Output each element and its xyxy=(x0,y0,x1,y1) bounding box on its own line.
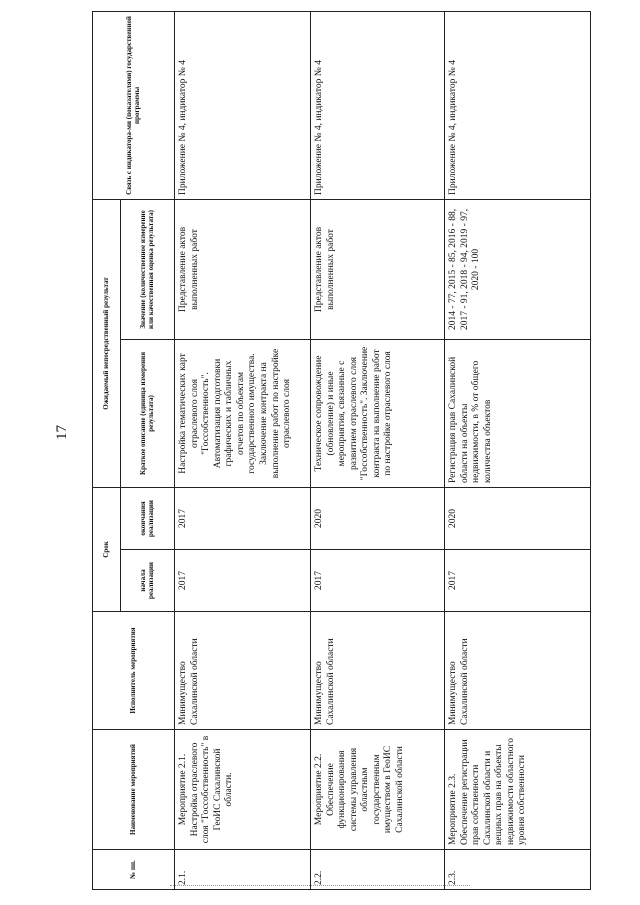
header-no: № пп. xyxy=(93,850,175,890)
row-end: 2020 xyxy=(311,487,445,549)
header-executor: Исполнитель мероприятия xyxy=(93,612,175,730)
header-result-brief: Краткое описание (единица измерения результата) xyxy=(121,339,175,487)
header-result-value: Значение (количественное измерение или качественная оценка результата) xyxy=(121,199,175,339)
header-term: Срок xyxy=(93,487,121,611)
header-link: Связь с индикатора-ми (показателями) государственной программы xyxy=(93,11,175,199)
row-brief: Техническое сопровождение (обновление) и иные мероприятия, связанные с развитием отраслевого слоя "Госсобственность". Заключение контракта на выполнение работ по настройке отраслевого слоя xyxy=(311,339,445,487)
header-result: Ожидаемый непосредственный результат xyxy=(93,199,121,487)
row-name: Мероприятие 2.2. Обеспечение функционирования системы управления областным государственным имуществом в ГеоИС Сахалинской области xyxy=(311,730,445,850)
header-term-end: окончания реализации xyxy=(121,487,175,549)
row-start: 2017 xyxy=(311,550,445,612)
page-number: 17 xyxy=(54,425,70,440)
measures-table xyxy=(92,11,591,890)
header-term-start: начала реализации xyxy=(121,550,175,612)
row-no: 2.2. xyxy=(311,850,445,890)
row-name: Мероприятие 2.3. Обеспечение регистрации прав собственности Сахалинской области и вещных прав на объекты недвижимости областного уровня собственности xyxy=(445,730,591,850)
row-brief: Настройка тематических карт отраслевого слоя "Госсобственность". Автоматизация подготовки графических и табличных отчетов по объектам государственного имущества. Заключение контракта на выполнение работ по настройке отраслевого слоя xyxy=(175,339,311,487)
row-no: 2.1. xyxy=(175,850,311,890)
row-link: Приложение № 4, индикатор № 4 xyxy=(175,11,311,199)
row-name: Мероприятие 2.1. Настройка отраслевого слоя "Госсобственность" в ГеоИС Сахалинской области. xyxy=(175,730,311,850)
row-brief: Регистрация прав Сахалинской области на объекты недвижимости, в % от общего количества объектов xyxy=(445,339,591,487)
row-value: 2014 - 77, 2015 - 85, 2016 - 88, 2017 - 91, 2018 - 94, 2019 - 97, 2020 - 100 xyxy=(445,199,591,339)
row-executor: Минимущество Сахалинской области xyxy=(311,612,445,730)
row-link: Приложение № 4, индикатор № 4 xyxy=(445,11,591,199)
row-start: 2017 xyxy=(445,550,591,612)
row-end: 2017 xyxy=(175,487,311,549)
rotated-table-frame xyxy=(92,12,590,890)
row-value: Представление актов выполненных работ xyxy=(311,199,445,339)
row-executor: Минимущество Сахалинской области xyxy=(175,612,311,730)
row-start: 2017 xyxy=(175,550,311,612)
table-row xyxy=(445,11,591,889)
row-executor: Минимущество Сахалинской области xyxy=(445,612,591,730)
row-value: Представление актов выполненных работ xyxy=(175,199,311,339)
row-no: 2.3. xyxy=(445,850,591,890)
header-name: Наименование мероприятий xyxy=(93,730,175,850)
table-row xyxy=(311,11,445,889)
table-row xyxy=(175,11,311,889)
row-end: 2020 xyxy=(445,487,591,549)
scan-marks xyxy=(170,885,470,892)
row-link: Приложение № 4, индикатор № 4 xyxy=(311,11,445,199)
